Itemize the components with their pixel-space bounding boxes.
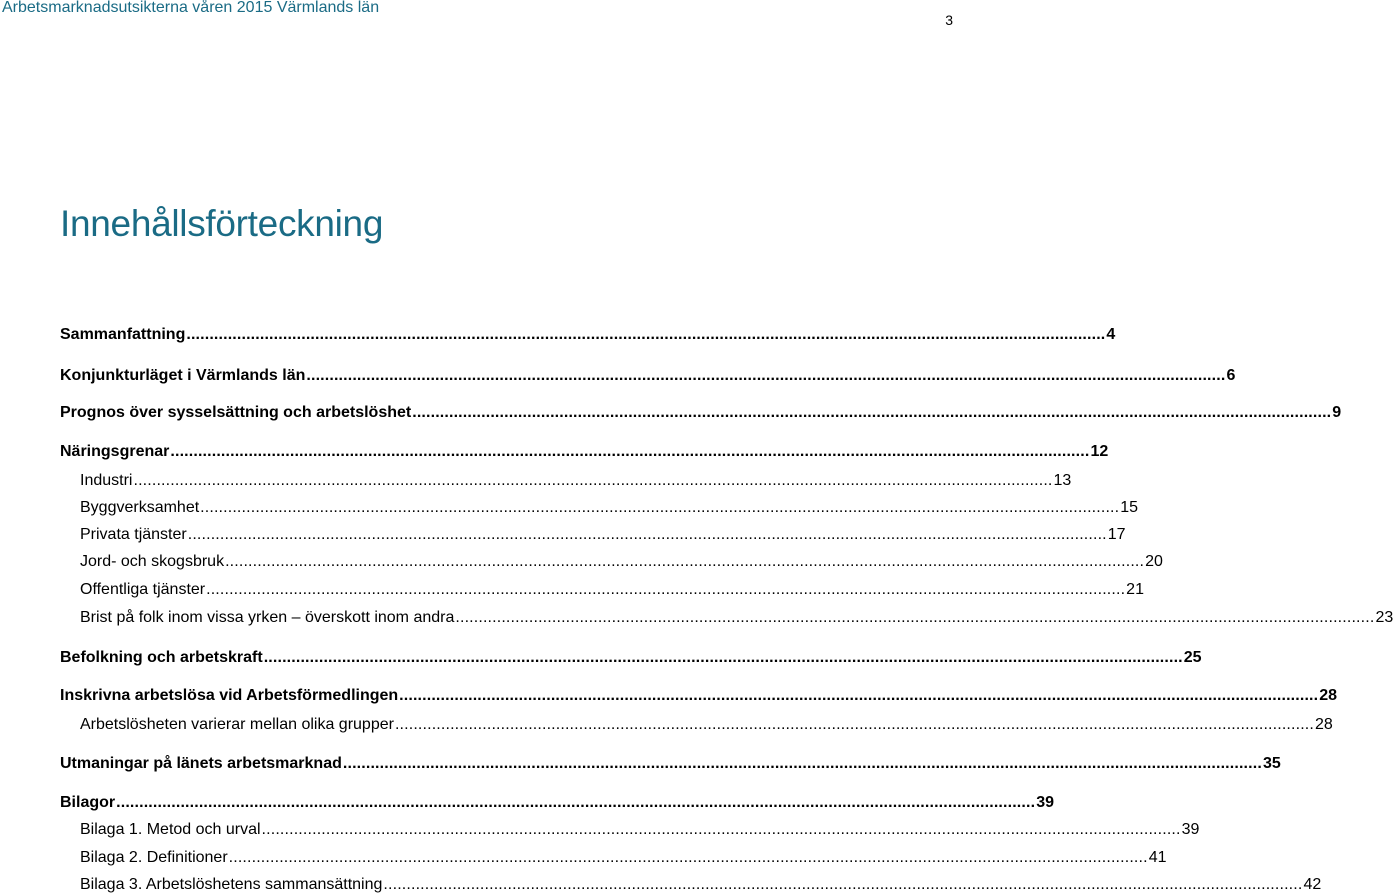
- toc-entry[interactable]: [60, 793, 1054, 813]
- toc-dot-leader: ........................................................................................................................................................................................................: [394, 716, 1314, 733]
- toc-dot-leader: ........................................................................................................................................................................................................: [200, 499, 1120, 516]
- toc-dot-leader: ........................................................................................................................................................................................................: [399, 687, 1319, 704]
- toc-entry-page-number: 42: [1303, 876, 1322, 893]
- toc-entry-page-number: 39: [1036, 794, 1054, 811]
- toc-entry[interactable]: [60, 403, 1342, 423]
- toc-entry-title: Brist på folk inom vissa yrken – överskott inom andra: [80, 609, 455, 626]
- toc-entry[interactable]: [60, 686, 1338, 706]
- toc-entry-page-number: 9: [1332, 404, 1342, 421]
- toc-dot-leader: ........................................................................................................................................................................................................: [186, 326, 1106, 343]
- toc-entry-page-number: 25: [1183, 649, 1202, 666]
- toc-dot-leader: ........................................................................................................................................................................................................: [206, 581, 1126, 598]
- document-header-title: Arbetsmarknadsutsikterna våren 2015 Värmlands län: [2, 0, 380, 16]
- toc-dot-leader: ........................................................................................................................................................................................................: [133, 472, 1053, 489]
- toc-dot-leader: ........................................................................................................................................................................................................: [228, 849, 1148, 866]
- toc-entry-page-number: 23: [1375, 609, 1393, 626]
- toc-dot-leader: ........................................................................................................................................................................................................: [116, 794, 1036, 811]
- toc-entry[interactable]: [60, 366, 1236, 386]
- toc-entry-page-number: 4: [1106, 326, 1116, 343]
- toc-entry[interactable]: [80, 608, 1393, 628]
- toc-entry[interactable]: [80, 715, 1333, 735]
- toc-entry-page-number: 20: [1145, 553, 1163, 570]
- toc-entry-title: Prognos över sysselsättning och arbetslöshet: [60, 404, 412, 421]
- toc-entry[interactable]: [80, 552, 1163, 572]
- toc-entry-page-number: 21: [1126, 581, 1144, 598]
- toc-dot-leader: ........................................................................................................................................................................................................: [383, 876, 1303, 893]
- toc-entry[interactable]: [80, 471, 1072, 491]
- toc-dot-leader: ........................................................................................................................................................................................................: [263, 649, 1183, 666]
- toc-entry-title: Byggverksamhet: [80, 499, 200, 516]
- toc-entry-title: Industri: [80, 472, 133, 489]
- toc-entry-title: Sammanfattning: [60, 326, 186, 343]
- toc-dot-leader: ........................................................................................................................................................................................................: [187, 526, 1107, 543]
- toc-entry[interactable]: [60, 754, 1281, 774]
- toc-entry-title: Arbetslösheten varierar mellan olika grupper: [80, 716, 394, 733]
- toc-entry-title: Konjunkturläget i Värmlands län: [60, 367, 306, 384]
- toc-entry-title: Näringsgrenar: [60, 443, 170, 460]
- toc-heading: Innehållsförteckning: [60, 203, 384, 244]
- toc-dot-leader: ........................................................................................................................................................................................................: [170, 443, 1090, 460]
- toc-entry-title: Bilaga 3. Arbetslöshetens sammansättning: [80, 876, 383, 893]
- toc-entry[interactable]: [60, 325, 1116, 345]
- toc-entry-page-number: 6: [1226, 367, 1236, 384]
- toc-entry-title: Inskrivna arbetslösa vid Arbetsförmedlingen: [60, 687, 399, 704]
- toc-entry[interactable]: [60, 648, 1202, 668]
- toc-dot-leader: ........................................................................................................................................................................................................: [306, 367, 1226, 384]
- toc-dot-leader: ........................................................................................................................................................................................................: [342, 755, 1262, 772]
- toc-entry-title: Bilagor: [60, 794, 116, 811]
- toc-entry-title: Privata tjänster: [80, 526, 187, 543]
- toc-entry[interactable]: [80, 498, 1139, 518]
- toc-entry[interactable]: [80, 580, 1144, 600]
- toc-entry[interactable]: [80, 848, 1167, 868]
- toc-entry-title: Befolkning och arbetskraft: [60, 649, 263, 666]
- toc-entry-page-number: 35: [1262, 755, 1281, 772]
- toc-entry-page-number: 12: [1090, 443, 1109, 460]
- toc-dot-leader: ........................................................................................................................................................................................................: [412, 404, 1332, 421]
- toc-entry-page-number: 13: [1053, 472, 1072, 489]
- page-number: 3: [945, 12, 953, 28]
- toc-entry-title: Offentliga tjänster: [80, 581, 206, 598]
- toc-entry[interactable]: [80, 820, 1200, 840]
- toc-entry-page-number: 28: [1319, 687, 1338, 704]
- toc-entry-title: Bilaga 2. Definitioner: [80, 849, 228, 866]
- toc-entry-page-number: 41: [1148, 849, 1167, 866]
- toc-entry[interactable]: [80, 875, 1322, 895]
- toc-entry-title: Bilaga 1. Metod och urval: [80, 821, 261, 838]
- toc-dot-leader: ........................................................................................................................................................................................................: [455, 609, 1375, 626]
- toc-entry[interactable]: [80, 525, 1126, 545]
- toc-entry-page-number: 15: [1120, 499, 1139, 516]
- toc-dot-leader: ........................................................................................................................................................................................................: [261, 821, 1181, 838]
- toc-entry-page-number: 17: [1107, 526, 1126, 543]
- toc-entry[interactable]: [60, 442, 1109, 462]
- toc-dot-leader: ........................................................................................................................................................................................................: [225, 553, 1145, 570]
- toc-entry-title: Jord- och skogsbruk: [80, 553, 225, 570]
- toc-entry-page-number: 28: [1315, 716, 1333, 733]
- toc-entry-title: Utmaningar på länets arbetsmarknad: [60, 755, 342, 772]
- toc-entry-page-number: 39: [1181, 821, 1200, 838]
